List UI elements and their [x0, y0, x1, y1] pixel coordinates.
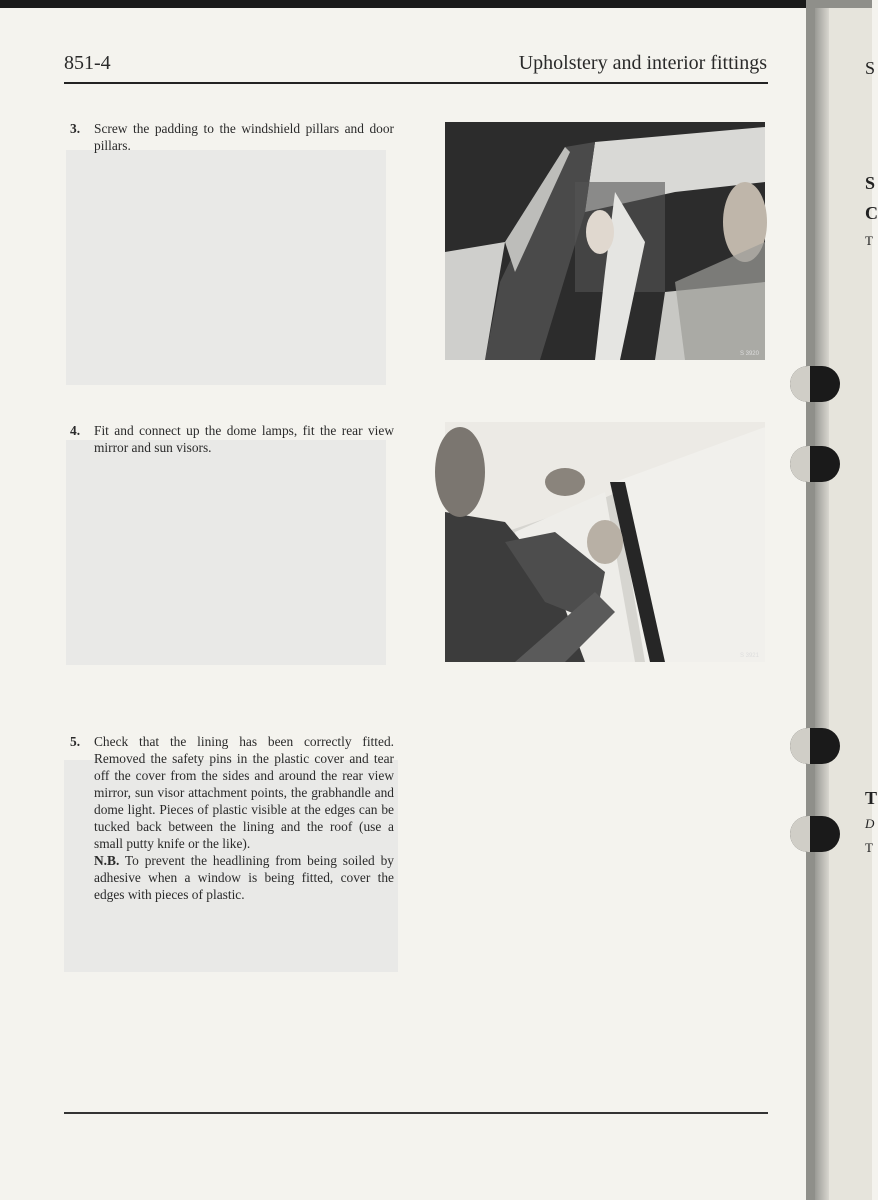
step-text: Fit and connect up the dome lamps, fit the rear view mirror and sun visors. [94, 423, 394, 455]
scan-top-band [0, 0, 872, 8]
binder-hole [790, 816, 840, 852]
step-5 [70, 733, 394, 903]
step-text: Screw the padding to the windshield pillars and door pillars. [94, 121, 394, 153]
note-label: N.B. [94, 853, 120, 868]
figure-ref: S 3920 [739, 351, 759, 357]
header-rule [64, 82, 768, 84]
page-number: 851-4 [64, 52, 111, 74]
step-number: 3. [70, 121, 81, 136]
figure-ref: S 3921 [739, 653, 759, 659]
binder-hole [790, 728, 840, 764]
bleed-through-ghost [66, 440, 386, 665]
figure-photo-1 [445, 122, 765, 360]
page-edge-shadow [815, 8, 829, 1200]
photo-padding-windshield-pillar-icon [445, 122, 765, 360]
next-page-fragment: T [865, 788, 878, 808]
photo-dome-lamp-fitting-icon [445, 422, 765, 662]
step-4 [70, 422, 394, 456]
next-page-fragment: T [865, 233, 873, 248]
step-number: 5. [70, 734, 81, 749]
next-page-fragment: S [865, 58, 876, 78]
step-text-main: Check that the lining has been correctly fitted. Removed the safety pins in the plastic cover and tear off the cover from the sides and around the rear view mirror, sun visor attachment points, the grabhandle and dome light. Pieces of plastic visible at the edges can be tucked back between the lining and the roof (use a small putty knife or the like). [94, 734, 394, 851]
step-text [94, 733, 394, 903]
step-number: 4. [70, 423, 81, 438]
note-text: To prevent the headlining from being soiled by adhesive when a window is being fitted, cover the edges with pieces of plastic. [94, 853, 394, 902]
step-3 [70, 120, 394, 154]
next-page-fragment: D [865, 816, 875, 831]
next-page-fragment: C [865, 203, 878, 223]
binder-hole [790, 446, 840, 482]
bleed-through-ghost [66, 150, 386, 385]
binder-hole [790, 366, 840, 402]
figure-photo-2 [445, 422, 765, 662]
next-page-fragment: S [865, 173, 876, 193]
footer-rule [64, 1112, 768, 1114]
next-page-fragment: T [865, 840, 873, 855]
section-title: Upholstery and interior fittings [518, 52, 767, 74]
adjacent-page-edge [815, 8, 878, 1200]
